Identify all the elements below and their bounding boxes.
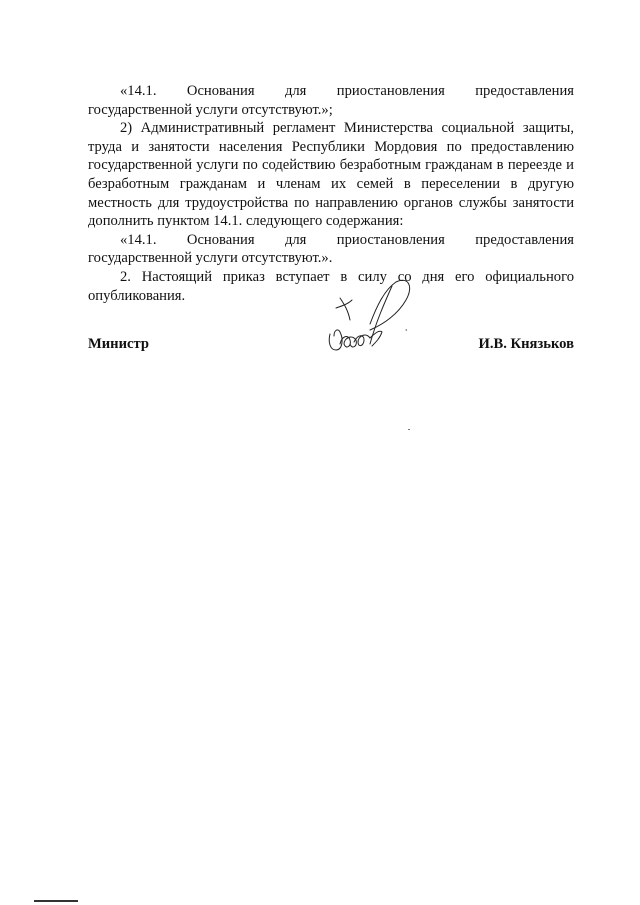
paragraph-clause-14-1-second: «14.1. Основания для приостановления предоставления государственной услуги отсутствуют.». [88,231,574,267]
paragraph-clause-14-1-first: «14.1. Основания для приостановления предоставления государственной услуги отсутствуют.»; [88,83,574,118]
paragraph-item-2-effective: 2. Настоящий приказ вступает в силу со дня его официального опубликования. [88,268,574,304]
signature-row [88,336,574,360]
signatory-title: Министр [88,336,149,352]
scan-speck [408,429,410,430]
footer-rule [34,900,78,902]
paragraph-item-2-regulation: 2) Административный регламент Министерства социальной защиты, труда и занятости населения Республики Мордовия по предоставлению государственной услуги по содействию безработным гражданам в переезде и безработным гражданам и членам их семей в переселении в другую местность для трудоустройства по направлению органов службы занятости дополнить пунктом 14.1. следующего содержания: [88,120,574,230]
signatory-name: И.В. Князьков [478,336,574,352]
